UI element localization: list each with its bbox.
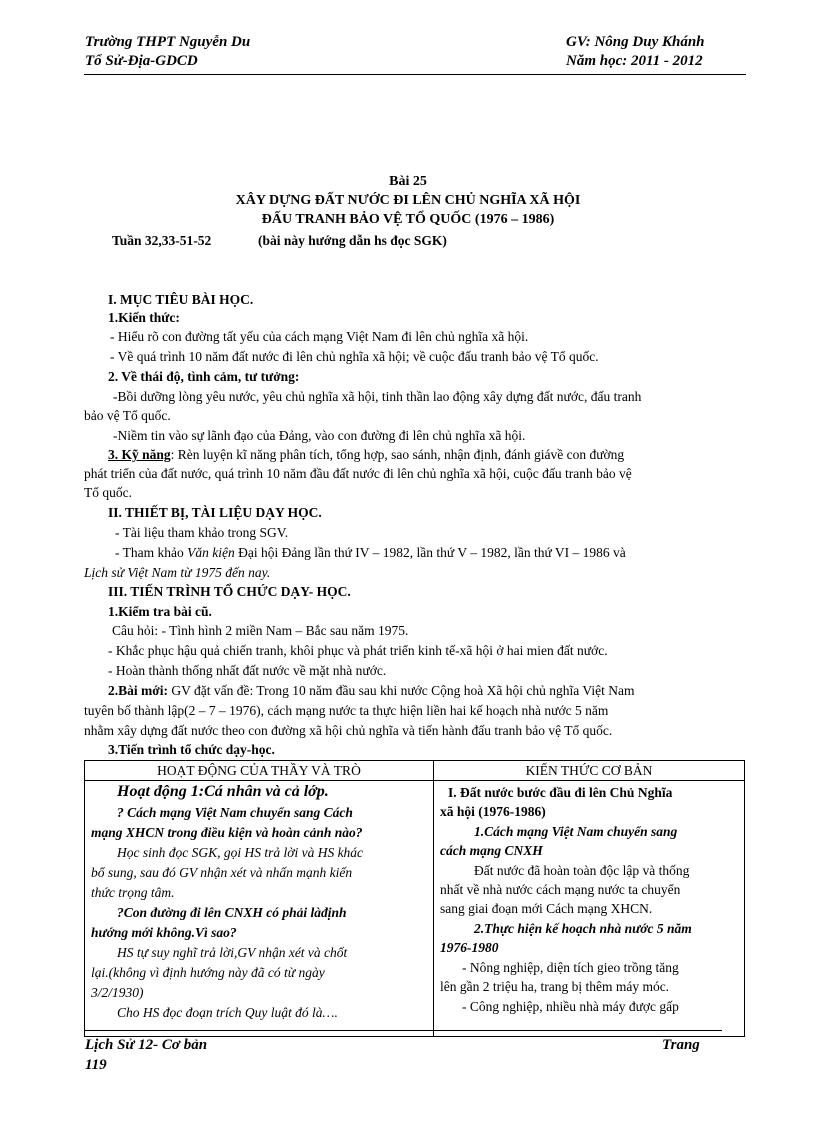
activity-question-2b: hướng mới không.Vì sao? [91, 925, 237, 940]
knowledge-text-1: Đất nước đã hoàn toàn độc lập và thống [474, 863, 690, 878]
department-name: Tổ Sử-Địa-GDCD [85, 53, 198, 69]
knowledge-subheading-1a: 1.Cách mạng Việt Nam chuyển sang [474, 824, 678, 839]
skill-text-2: phát triển của đất nước, quá trình 10 năm đầu đất nước đi lên chủ nghĩa xã hội, cuộc đấu tranh bảo vệ [84, 466, 632, 481]
activity-question-1b: mạng XHCN trong điều kiện và hoàn cảnh nào? [91, 825, 363, 840]
attitude-item-1a: -Bồi dưỡng lòng yêu nước, yêu chủ nghĩa xã hội, tinh thần lao động xây dựng đất nước, đấu tranh [113, 389, 642, 404]
attitude-item-1b: bảo vệ Tổ quốc. [84, 408, 171, 423]
document-item-2-pre: - Tham khảo [115, 545, 188, 560]
section1-heading: I. MỤC TIÊU BÀI HỌC. [108, 292, 254, 307]
skill-text-3: Tổ quốc. [84, 485, 132, 500]
section2-heading: II. THIẾT BỊ, TÀI LIỆU DẠY HỌC. [108, 505, 322, 520]
skill-heading: 3. Kỹ năng [108, 447, 171, 462]
school-year: Năm học: 2011 - 2012 [566, 53, 703, 69]
check-heading: 1.Kiểm tra bài cũ. [108, 604, 212, 619]
document-item-2-post: Đại hội Đảng lần thứ IV – 1982, lần thứ V – 1982, lần thứ VI – 1986 và [234, 545, 626, 560]
footer-subject: Lịch Sử 12- Cơ bản [85, 1037, 208, 1053]
check-question-3: - Hoàn thành thống nhất đất nước về mặt nhà nước. [108, 663, 387, 678]
new-lesson-heading: 2.Bài mới: [108, 683, 168, 698]
document-item-1: - Tài liệu tham khảo trong SGV. [115, 525, 289, 540]
knowledge-subheading-2a: 2.Thực hiện kế hoạch nhà nước 5 năm [474, 921, 692, 936]
knowledge-subheading-2b: 1976-1980 [440, 940, 499, 955]
activity-text-6: 3/2/1930) [91, 985, 144, 1000]
knowledge-text-5: lên gần 2 triệu ha, trang bị thêm máy móc. [440, 979, 670, 994]
activity-text-5: lại.(không vì định hướng này đã có từ ngày [91, 965, 325, 980]
activity-text-7: Cho HS đọc đoạn trích Quy luật đó là…. [117, 1005, 338, 1020]
knowledge-heading-1b: xã hội (1976-1986) [440, 804, 546, 819]
document-item-3: Lịch sử Việt Nam từ 1975 đến nay. [84, 565, 271, 580]
activities-cell [85, 781, 434, 1037]
school-name: Trường THPT Nguyễn Du [85, 34, 251, 50]
lesson-table [84, 760, 745, 1037]
lesson-number: Bài 25 [389, 174, 427, 189]
new-lesson-text-1: GV đặt vấn đề: Trong 10 năm đầu sau khi nước Cộng hoà Xã hội chủ nghĩa Việt Nam [167, 683, 635, 698]
check-question-2: - Khắc phục hậu quả chiến tranh, khôi phục và phát triển kinh tế-xã hội ở hai mien đất nước. [108, 643, 608, 658]
skill-text-1: : Rèn luyện kĩ năng phân tích, tổng hợp, sao sánh, nhận định, đánh giávề con đường [170, 447, 625, 462]
header-divider [84, 74, 746, 75]
knowledge-item-2: - Về quá trình 10 năm đất nước đi lên chủ nghĩa xã hội; về cuộc đấu tranh bảo vệ Tổ quốc. [110, 349, 599, 364]
knowledge-cell [434, 781, 745, 1037]
knowledge-text-2: nhất về nhà nước cách mạng nước ta chuyển [440, 882, 681, 897]
table-header-row [85, 761, 745, 781]
knowledge-text-4: - Nông nghiệp, diện tích gieo trồng tăng [462, 960, 679, 975]
knowledge-text-3: sang giai đoạn mới Cách mạng XHCN. [440, 901, 653, 916]
footer-page-number: 119 [85, 1057, 107, 1073]
lesson-week: Tuần 32,33-51-52 [112, 233, 212, 248]
lesson-note: (bài này hướng dẫn hs đọc SGK) [258, 233, 447, 248]
skill-line-1 [108, 445, 624, 464]
activity-question-1a: ? Cách mạng Việt Nam chuyển sang Cách [117, 805, 353, 820]
table-header-knowledge: KIẾN THỨC CƠ BẢN [434, 761, 745, 781]
new-lesson-text-3: nhằm xây dựng đất nước theo con đường xã hội chủ nghĩa và tiến hành đấu tranh bảo vệ Tổ quốc. [84, 723, 613, 738]
lesson-title-line2: ĐẤU TRANH BẢO VỆ TỔ QUỐC (1976 – 1986) [261, 212, 555, 227]
knowledge-heading-1a: I. Đất nước bước đầu đi lên Chủ Nghĩa [448, 785, 673, 800]
section3-heading: III. TIẾN TRÌNH TỔ CHỨC DẠY- HỌC. [108, 584, 351, 599]
activity-text-3: thức trọng tâm. [91, 885, 175, 900]
activity-heading: Hoạt động 1:Cá nhân và cả lớp. [117, 783, 329, 800]
table-header-activities: HOẠT ĐỘNG CỦA THẦY VÀ TRÒ [85, 761, 434, 781]
attitude-item-2: -Niềm tin vào sự lãnh đạo của Đảng, vào con đường đi lên chủ nghĩa xã hội. [113, 428, 526, 443]
footer-divider [84, 1030, 722, 1031]
knowledge-text-6: - Công nghiệp, nhiều nhà máy được gấp [462, 999, 679, 1014]
new-lesson-line-1 [108, 681, 634, 700]
knowledge-subheading-1b: cách mạng CNXH [440, 843, 543, 858]
table-row [85, 781, 745, 1037]
footer-page-label: Trang [662, 1037, 700, 1053]
process-heading: 3.Tiến trình tổ chức dạy-học. [108, 742, 275, 757]
activity-question-2a: ?Con đường đi lên CNXH có phải làđịnh [117, 905, 347, 920]
teacher-name: GV: Nông Duy Khánh [566, 34, 705, 50]
knowledge-item-1: - Hiểu rõ con đường tất yếu của cách mạng Việt Nam đi lên chủ nghĩa xã hội. [110, 329, 529, 344]
attitude-heading: 2. Về thái độ, tình cảm, tư tưởng: [108, 369, 300, 384]
document-item-2-italic: Văn kiện [187, 545, 235, 560]
activity-text-1: Học sinh đọc SGK, gọi HS trả lời và HS khác [117, 845, 364, 860]
activity-text-4: HS tự suy nghĩ trả lời,GV nhận xét và chốt [117, 945, 348, 960]
lesson-title-line1: XÂY DỰNG ĐẤT NƯỚC ĐI LÊN CHỦ NGHĨA XÃ HỘI [235, 193, 581, 208]
document-item-2 [115, 543, 626, 562]
knowledge-heading: 1.Kiến thức: [108, 310, 180, 325]
activity-text-2: bổ sung, sau đó GV nhận xét và nhấn mạnh kiến [91, 865, 353, 880]
check-question-1: Câu hỏi: - Tình hình 2 miền Nam – Bắc sau năm 1975. [112, 623, 409, 638]
new-lesson-text-2: tuyên bố thành lập(2 – 7 – 1976), cách mạng nước ta thực hiện liền hai kế hoạch nhà nước 5 năm [84, 703, 609, 718]
